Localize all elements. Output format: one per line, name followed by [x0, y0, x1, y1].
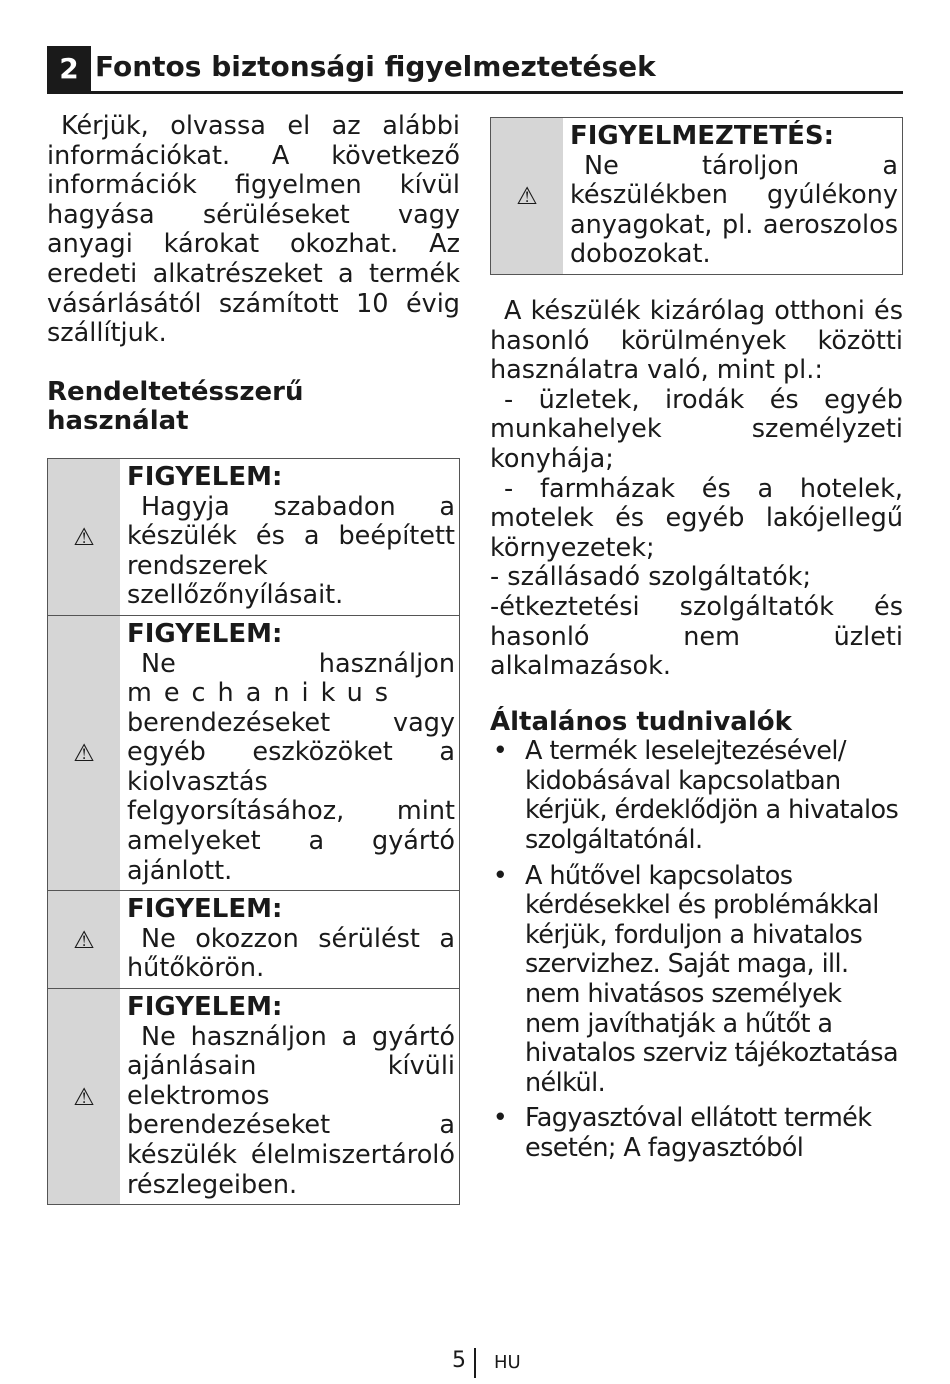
warning-heading: FIGYELEM:	[127, 618, 283, 649]
warning-text: Ne okozzon sérülést a hűtőkörön.	[127, 923, 455, 984]
warning-heading: FIGYELEM:	[127, 894, 283, 925]
bullet: •	[492, 736, 508, 767]
usage-item: - szállásadó szolgáltatók;	[490, 562, 812, 593]
page-footer	[0, 1344, 950, 1384]
warning-text: berendezéseket vagy egyéb eszközöket a kiolvasztás felgyorsításához, mint amelyeket a gyártó ajánlott.	[127, 707, 455, 886]
warning-table	[47, 458, 460, 1205]
warning-row-2	[48, 616, 459, 891]
warning-row-3	[48, 891, 459, 989]
general-info-list	[490, 737, 903, 1163]
section-number: 2	[47, 46, 91, 91]
warning-heading: FIGYELMEZTETÉS:	[570, 121, 834, 151]
usage-item: - farmházak és a hotelek, motelek és egyéb lakójellegű környezetek;	[490, 473, 903, 563]
general-info-heading: Általános tudnivalók	[490, 706, 792, 737]
usage-intro: A készülék kizárólag otthoni és hasonló körülmények közötti használatra való, mint pl.:	[490, 295, 903, 386]
intended-use-heading: Rendeltetésszerű használat	[47, 376, 304, 437]
section-header	[47, 46, 903, 94]
warning-text-line: Ne használjon	[141, 648, 455, 679]
left-column	[47, 112, 460, 1205]
warning-icon: ⚠	[48, 891, 120, 988]
warning-text-line: mechanikus	[127, 678, 401, 709]
list-item: • A termék leselejtezésével/ kidobásával kapcsolatban kérjük, érdeklődjön a hivatalos szolgáltatónál.	[490, 737, 903, 855]
bullet: •	[492, 860, 508, 891]
warning-text: Ne tároljon a készülékben gyúlékony anyagokat, pl. aeroszolos dobozokat.	[570, 150, 898, 270]
warning-row-4	[48, 989, 459, 1205]
list-item: • A hűtővel kapcsolatos kérdésekkel és problémákkal kérjük, forduljon a hivatalos szervizhez. Saját maga, ill. nem hivatásos személyek nem javíthatják a hűtőt a hivatalos szerviz tájékoztatása nélkül.	[490, 862, 903, 1099]
page-number: 5	[452, 1348, 466, 1373]
warning-icon: ⚠	[48, 459, 120, 615]
usage-item: -étkeztetési szolgáltatók és hasonló nem üzleti alkalmazások.	[490, 591, 903, 682]
warning-row-1	[48, 459, 459, 616]
warning-icon: ⚠	[48, 616, 120, 890]
warning-icon: ⚠	[491, 118, 563, 274]
warning-box	[490, 117, 903, 275]
usage-item: - üzletek, irodák és egyéb munkahelyek személyzeti konyhája;	[490, 384, 903, 474]
list-item: • Fagyasztóval ellátott termék esetén; A fagyasztóból	[490, 1104, 903, 1163]
section-title: Fontos biztonsági figyelmeztetések	[95, 50, 656, 83]
intro-paragraph: Kérjük, olvassa el az alábbi információkat. A következő információk figyelmen kívül hagyása sérüléseket vagy anyagi károkat okozhat. Az eredeti alkatrészeket a termék vásárlásától számított 10 évig szállítjuk.	[47, 111, 460, 349]
warning-heading: FIGYELEM:	[127, 992, 283, 1023]
bullet: •	[492, 1103, 508, 1134]
language-code: HU	[494, 1352, 521, 1373]
warning-text: Hagyja szabadon a készülék és a beépített rendszerek szellőzőnyílásait.	[127, 491, 455, 611]
right-column	[490, 117, 903, 1170]
footer-divider	[474, 1348, 476, 1378]
warning-icon: ⚠	[48, 989, 120, 1204]
warning-heading: FIGYELEM:	[127, 461, 283, 492]
warning-text: Ne használjon a gyártó ajánlásain kívüli elektromos berendezéseket a készülék élelmiszertároló részlegeiben.	[127, 1021, 455, 1200]
warning-row	[491, 118, 902, 275]
